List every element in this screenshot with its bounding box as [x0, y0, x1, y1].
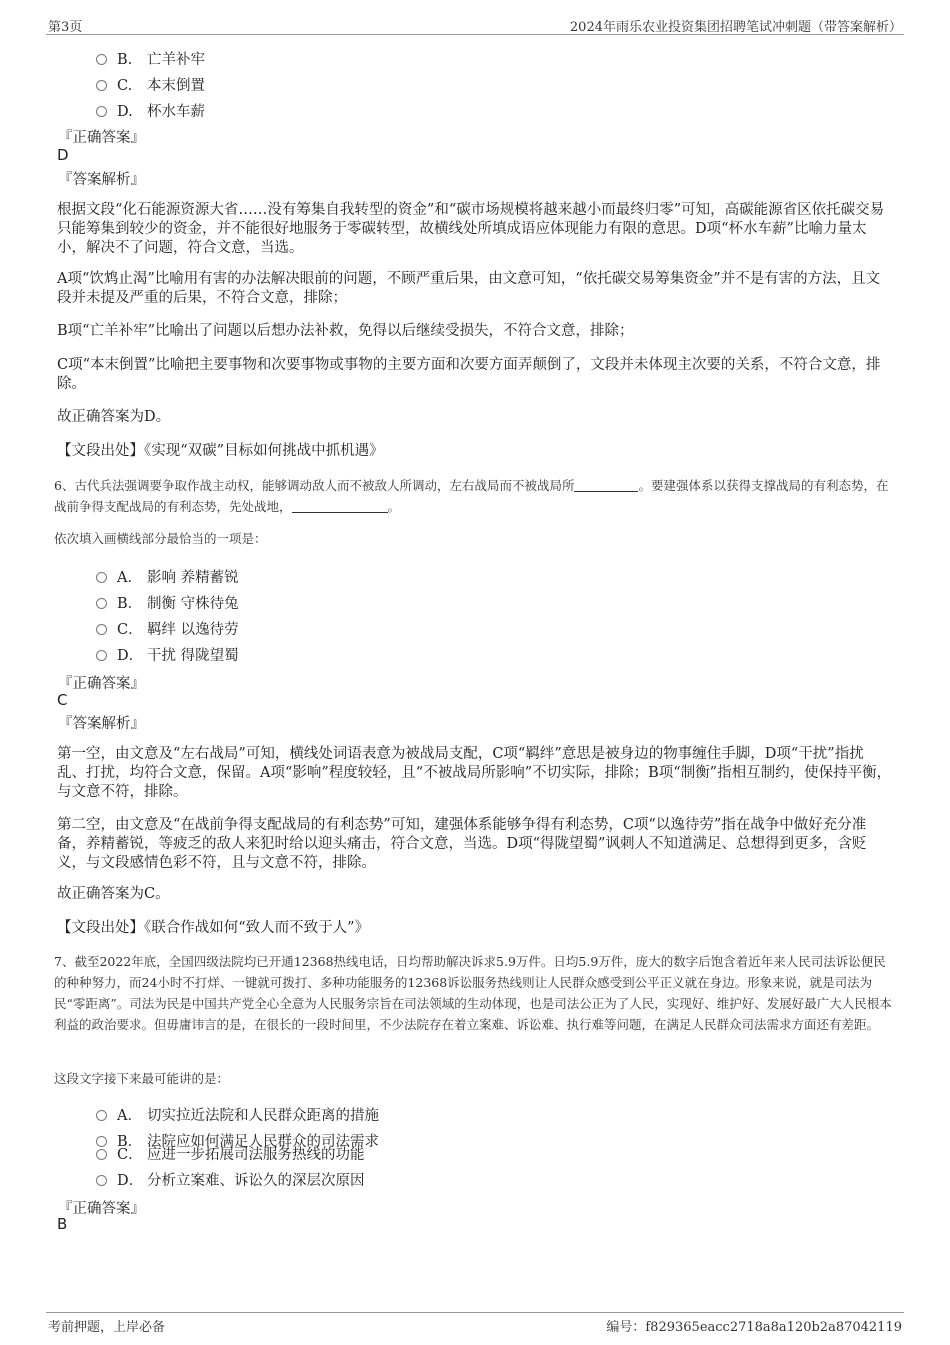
q6-answer-label: 『正确答案』 [58, 676, 145, 692]
radio-icon[interactable] [96, 1110, 107, 1121]
q5-analysis-para: 根据文段“化石能源资源大省……没有筹集自我转型的资金”和“碳市场规模将越来越小而最终归零”可知，高碳能源省区依托碳交易只能筹集到较少的资金，并不能很好地服务于零碳转型，故横线处所填成语应体现能力有限的意思。D项“杯水车薪”比喻力量太小，解决不了问题，符合文意，当选。 [57, 202, 885, 256]
radio-icon[interactable] [96, 624, 107, 635]
q6-prompt: 依次填入画横线部分最恰当的一项是： [54, 531, 267, 546]
radio-icon[interactable] [96, 54, 107, 65]
footer-slogan: 考前押题，上岸必备 [48, 1320, 166, 1335]
radio-icon[interactable] [96, 106, 107, 117]
q6-analysis-para: 第二空，由文意及“在战前争得支配战局的有利态势”可知，建强体系能够争得有利态势，C项“以逸待劳”指在战争中做好充分准备，养精蓄锐，等疲乏的敌人来犯时给以迎头痛击，符合文意，当选。D项“得陇望蜀”讽刺人不知道满足、总想得到更多，含贬义，与文段感情色彩不符，且与文意不符，排除。 [57, 817, 867, 871]
q7-answer: B [57, 1215, 68, 1233]
radio-icon[interactable] [96, 80, 107, 91]
q6-answer: C [57, 691, 68, 709]
q7-option-b[interactable]: B． 法院应如何满足人民群众的司法需求 [96, 1130, 379, 1151]
q5-analysis-para: C项“本末倒置”比喻把主要事物和次要事物或事物的主要方面和次要方面弄颠倒了，文段并未体现主次要的关系，不符合文意，排除。 [57, 357, 881, 392]
radio-icon[interactable] [96, 1175, 107, 1186]
q6-source: 【文段出处】《联合作战如何“致人而不致于人”》 [57, 920, 370, 936]
document-id: 编号：f829365eacc2718a8a120b2a87042119 [606, 1320, 902, 1335]
q5-source: 【文段出处】《实现“双碳”目标如何挑战中抓机遇》 [57, 443, 384, 459]
radio-icon[interactable] [96, 650, 107, 661]
q6-stem: 6、古代兵法强调要争取作战主动权，能够调动敌人而不被敌人所调动，左右战局而不被战局所 。要建强体系以获得支撑战局的有利态势，在战前争得支配战局的有利态势，先处战地， 。 [54, 478, 889, 514]
q5-analysis-para: A项“饮鸩止渴”比喻用有害的办法解决眼前的问题，不顾严重后果，由文意可知，“依托碳交易筹集资金”并不是有害的方法，且文段并未提及严重的后果，不符合文意，排除； [57, 271, 881, 306]
q6-option-a[interactable]: A． 影响 养精蓄锐 [96, 566, 239, 587]
q7-option-d[interactable]: D． 分析立案难、诉讼久的深层次原因 [96, 1169, 365, 1190]
q6-option-c[interactable]: C． 羁绊 以逸待劳 [96, 618, 239, 639]
q7-option-c[interactable]: C． 应进一步拓展司法服务热线的功能 [96, 1143, 365, 1164]
q7-prompt: 这段文字接下来最可能讲的是： [54, 1071, 230, 1086]
blank-line [574, 477, 638, 492]
document-title: 2024年雨乐农业投资集团招聘笔试冲刺题（带答案解析） [569, 20, 902, 35]
q7-answer-label: 『正确答案』 [58, 1201, 145, 1217]
blank-line [292, 498, 388, 513]
q6-analysis-label: 『答案解析』 [58, 716, 145, 732]
q5-answer-label: 『正确答案』 [58, 130, 145, 146]
q5-analysis-para: B项“亡羊补牢”比喻出了问题以后想办法补救，免得以后继续受损失，不符合文意，排除； [57, 323, 634, 339]
q6-analysis-para: 故正确答案为C。 [57, 886, 170, 902]
q6-analysis-para: 第一空，由文意及“左右战局”可知，横线处词语表意为被战局支配，C项“羁绊”意思是被身边的物事缠住手脚，D项“干扰”指扰乱、打扰，均符合文意，保留。A项“影响”程度较轻，且“不被战局所影响”不切实际，排除；B项“制衡”指相互制约，使保持平衡，与文意不符，排除。 [57, 746, 892, 800]
q6-option-d[interactable]: D． 干扰 得陇望蜀 [96, 644, 239, 665]
q6-option-b[interactable]: B． 制衡 守株待兔 [96, 592, 239, 613]
q5-analysis-para: 故正确答案为D。 [57, 409, 171, 425]
radio-icon[interactable] [96, 598, 107, 609]
q5-option-b[interactable]: B. 亡羊补牢 [96, 48, 205, 69]
page-footer [46, 1312, 904, 1335]
q5-option-d[interactable]: D. 杯水车薪 [96, 100, 205, 121]
radio-icon[interactable] [96, 1149, 107, 1160]
q5-answer: D [57, 146, 69, 164]
q7-option-a[interactable]: A． 切实拉近法院和人民群众距离的措施 [96, 1104, 379, 1125]
page-header [46, 14, 904, 35]
q5-analysis-label: 『答案解析』 [58, 172, 145, 188]
q7-stem: 7、截至2022年底，全国四级法院均已开通12368热线电话，日均帮助解决诉求5.9万件。日均5.9万件，庞大的数字后饱含着近年来人民司法诉讼便民的种种努力，而24小时不打烊、一键就可拨打、多种功能服务的12368诉讼服务热线则让人民群众感受到公平正义就在身边。形象来说，就是司法为民“零距离”。司法为民是中国共产党全心全意为人民服务宗旨在司法领域的生动体现，也是司法公正为了人民，实现好、维护好、发展好最广大人民根本利益的政治要求。但毋庸讳言的是，在很长的一段时间里，不少法院存在着立案难、诉讼难、执行难等问题，在满足人民群众司法需求方面还有差距。 [54, 954, 892, 1032]
page-number: 第3页 [48, 20, 83, 35]
radio-icon[interactable] [96, 572, 107, 583]
q5-option-c[interactable]: C. 本末倒置 [96, 74, 205, 95]
